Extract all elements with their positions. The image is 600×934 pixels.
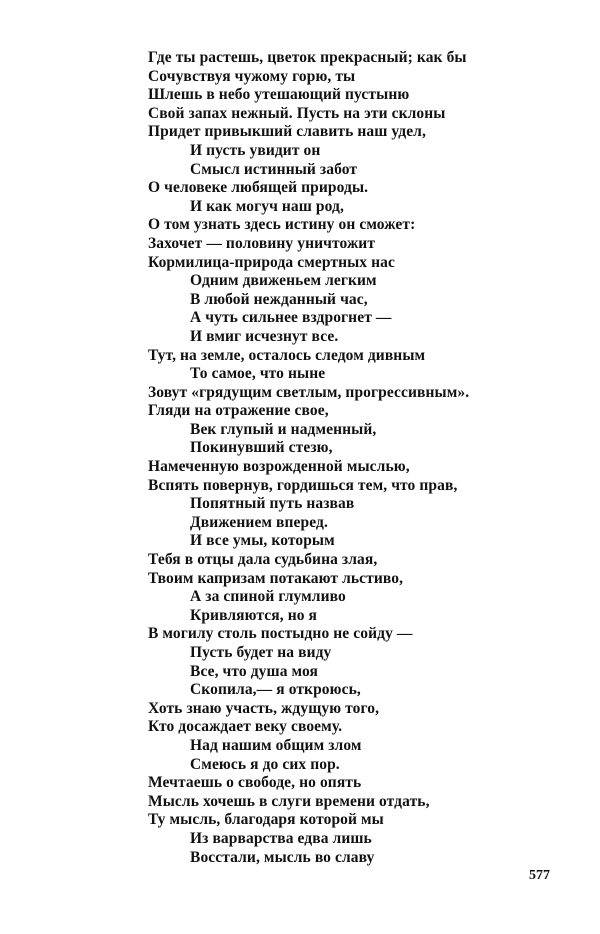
poem-line: Век глупый и надменный, xyxy=(190,420,377,438)
poem-line: Намеченную возрожденной мыслью, xyxy=(148,458,410,476)
poem-text xyxy=(148,49,548,867)
poem-line: Покинувший стезю, xyxy=(190,439,333,457)
poem-line: О том узнать здесь истину он сможет: xyxy=(148,216,416,234)
page-number: 577 xyxy=(529,868,550,883)
poem-line: Кто досаждает веку своему. xyxy=(148,718,343,736)
poem-line: Твоим капризам потакают льстиво, xyxy=(148,569,404,587)
poem-line: Придет привыкший славить наш удел, xyxy=(148,123,426,141)
poem-line: Восстали, мысль во славу xyxy=(190,848,375,866)
poem-line: И вмиг исчезнут все. xyxy=(190,327,339,345)
poem-line: Движением вперед. xyxy=(190,513,328,531)
poem-line: Из варварства едва лишь xyxy=(190,829,372,847)
poem-line: И как могуч наш род, xyxy=(190,197,344,215)
poem-line: Сочувствуя чужому горю, ты xyxy=(148,67,356,85)
poem-line: Захочет — половину уничтожит xyxy=(148,234,376,252)
poem-line: Зовут «грядущим светлым, прогрессивным». xyxy=(148,383,470,401)
poem-line: Одним движеньем легким xyxy=(190,272,377,290)
poem-line: Скопила,— я откроюсь, xyxy=(190,681,361,699)
poem-line: Ту мысль, благодаря которой мы xyxy=(148,811,384,829)
poem-line: А за спиной глумливо xyxy=(190,588,346,606)
poem-line: Кривляются, но я xyxy=(190,606,318,624)
poem-line: Свой запах нежный. Пусть на эти склоны xyxy=(148,104,446,122)
poem-line: Гляди на отражение свое, xyxy=(148,402,329,420)
poem-line: О человеке любящей природы. xyxy=(148,179,369,197)
poem-line: Где ты растешь, цветок прекрасный; как бы xyxy=(148,49,467,66)
poem-line: Мысль хочешь в слуги времени отдать, xyxy=(148,792,430,810)
poem-line: Над нашим общим злом xyxy=(190,736,362,754)
poem-line: Мечтаешь о свободе, но опять xyxy=(148,774,362,792)
poem-line: И все умы, которым xyxy=(190,532,335,550)
poem-line: Смысл истинный забот xyxy=(190,160,358,178)
poem-line: Попятный путь назвав xyxy=(190,495,355,513)
poem-line: Смеюсь я до сих пор. xyxy=(190,755,340,773)
poem-line: Тебя в отцы дала судьбина злая, xyxy=(148,551,378,569)
poem-line: Тут, на земле, осталось следом дивным xyxy=(148,346,426,364)
poem-line: То самое, что ныне xyxy=(190,365,326,383)
poem-line: В любой нежданный час, xyxy=(190,290,368,308)
poem-line: Все, что душа моя xyxy=(190,662,319,680)
poem-line: Вспять повернув, гордишься тем, что прав, xyxy=(148,476,458,494)
poem-line: Шлешь в небо утешающий пустыню xyxy=(148,86,410,104)
poem-line: В могилу столь постыдно не сойду — xyxy=(148,625,413,643)
poem-line: И пусть увидит он xyxy=(190,141,321,159)
poem-line: Кормилица-природа смертных нас xyxy=(148,253,395,271)
poem-line: Пусть будет на виду xyxy=(190,644,332,661)
poem-line: Хоть знаю участь, ждущую того, xyxy=(148,699,380,717)
poem-line: А чуть сильнее вздрогнет — xyxy=(190,309,392,327)
